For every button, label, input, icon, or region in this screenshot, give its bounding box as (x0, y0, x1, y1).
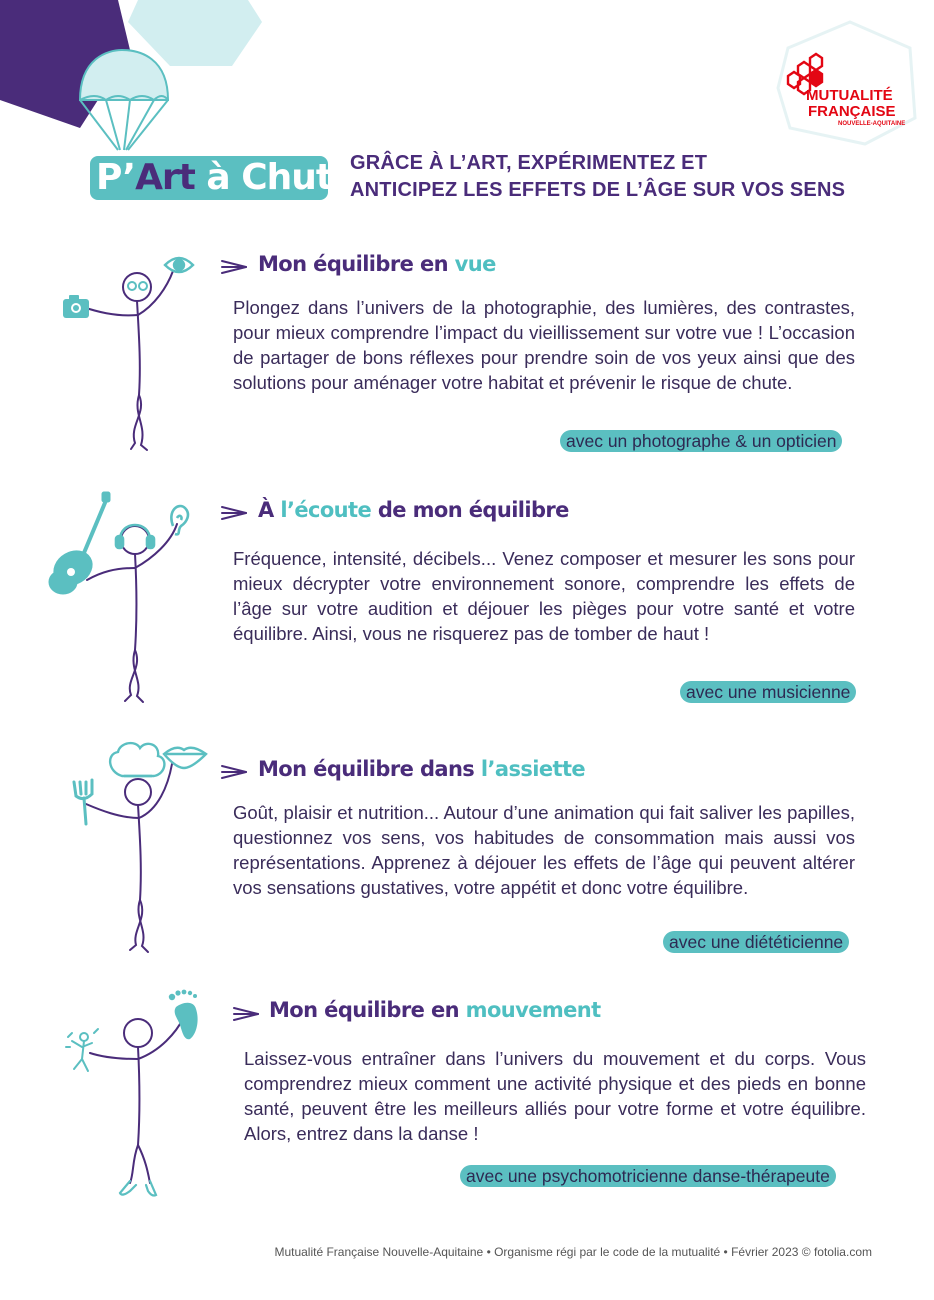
intervenant-badge-vue: avec un photographe & un opticien (560, 430, 842, 452)
fork-icon (74, 780, 92, 824)
page-title-line2: ANTICIPEZ LES EFFETS DE L’ÂGE SUR VOS SENS (350, 179, 846, 201)
mutualite-logo: MUTUALITÉ FRANÇAISE NOUVELLE-AQUITAINE (806, 87, 906, 127)
arrow-icon (220, 504, 248, 522)
headphones-icon (116, 525, 154, 548)
section-body-ecoute: Fréquence, intensité, décibels... Venez composer et mesurer les sons pour mieux décrypter votre environnement sonore, comprendre les effets de l’âge sur votre audition et déjouer les pièges pour votre santé et votre équilibre. Ainsi, vous ne risquerez pas de tomber de haut ! (233, 548, 855, 644)
lips-icon (164, 748, 206, 768)
footprint-icon (169, 990, 198, 1040)
arrow-icon (220, 258, 248, 276)
footer-legal-text: Mutualité Française Nouvelle-Aquitaine • Organisme régi par le code de la mutualité • Février 2023 © fotolia.com (274, 1245, 872, 1259)
section-body-assiette: Goût, plaisir et nutrition... Autour d’une animation qui fait saliver les papilles, questionnez vos sens, vos habitudes de consommation mais aussi vos représentations. Apprenez à déjouer les effets de l’âge qui peuvent altérer vos sensations gustatives, votre appétit et donc votre équilibre. (233, 802, 855, 898)
arrow-icon (232, 1005, 260, 1023)
parachute-icon (80, 50, 168, 150)
chef-hat-icon (110, 743, 164, 776)
section-title-ecoute: À l’écoute de mon équilibre (258, 498, 569, 522)
section-body-vue: Plongez dans l’univers de la photographie, des lumières, des contrastes, pour mieux comprendre l’impact du vieillissement sur votre vue ! L’occasion de partager de bons réflexes pour prendre soin de vos yeux ainsi que des solutions pour aménager votre habitat et prévenir le risque de chute. (233, 297, 855, 393)
arrow-icon (220, 763, 248, 781)
page-title-line1: GRÂCE À L’ART, EXPÉRIMENTEZ ET (350, 152, 708, 174)
sneakers-icon (120, 1181, 156, 1196)
section-title-mouvement: Mon équilibre en mouvement (269, 998, 601, 1022)
dancer-icon (66, 1029, 98, 1071)
mutualite-logo-frame (770, 18, 920, 148)
p-art-a-chute-logo: P’Art à Chute (90, 156, 328, 200)
intervenant-badge-mouvement: avec une psychomotricienne danse-thérapeute (460, 1165, 836, 1187)
stick-figure-photographer (55, 245, 205, 455)
guitar-icon (48, 492, 110, 594)
page-title (350, 150, 910, 204)
section-body-mouvement: Laissez-vous entraîner dans l’univers du mouvement et du corps. Vous comprendrez mieux comment une activité physique et des pieds en bonne santé, peuvent être les meilleurs alliés pour votre forme et votre équilibre. Alors, entrez dans la danse ! (244, 1048, 866, 1144)
intervenant-badge-ecoute: avec une musicienne (680, 681, 856, 703)
camera-icon (63, 295, 89, 318)
stick-figure-dancer (60, 985, 210, 1200)
stick-figure-chef (60, 738, 210, 958)
intervenant-badge-assiette: avec une diététicienne (663, 931, 849, 953)
section-title-assiette: Mon équilibre dans l’assiette (258, 757, 586, 781)
eye-icon (165, 258, 193, 272)
section-title-vue: Mon équilibre en vue (258, 252, 496, 276)
stick-figure-musician (45, 490, 205, 705)
